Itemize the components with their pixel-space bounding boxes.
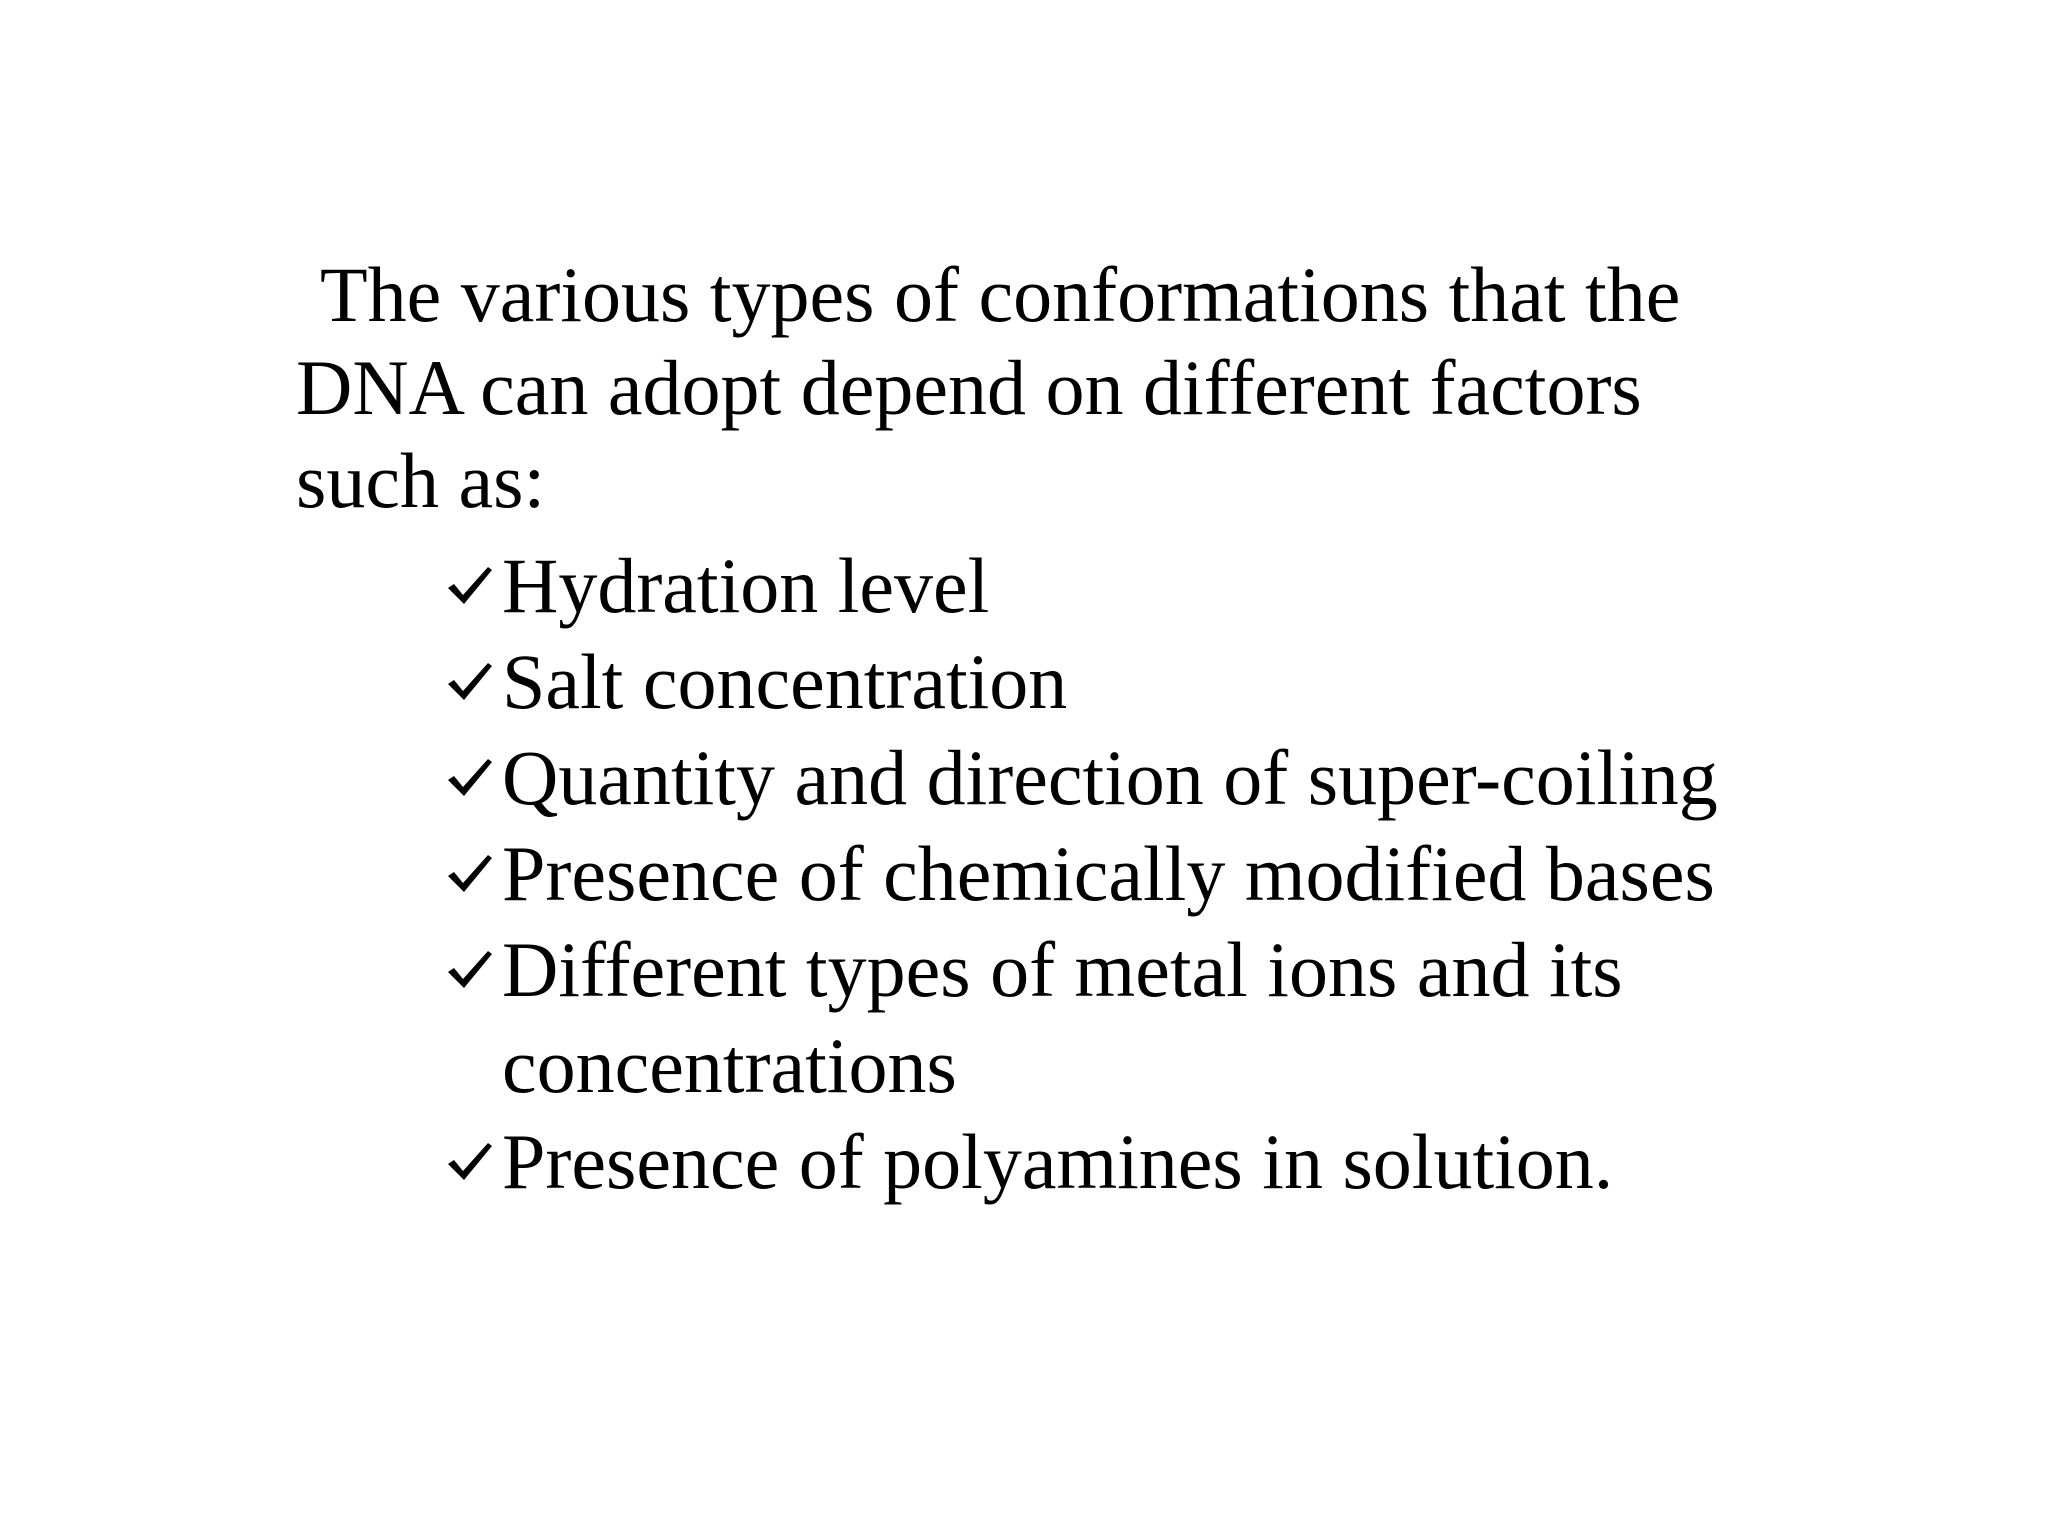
list-item [446, 1114, 1718, 1210]
check-icon [446, 564, 494, 606]
list-item-text: Hydration level [502, 542, 990, 629]
list-item-text: Quantity and direction of super-coiling [502, 734, 1718, 821]
intro-line: DNA can adopt depend on different factors [296, 344, 1642, 431]
check-icon [446, 852, 494, 894]
list-item [446, 826, 1718, 922]
list-item-text: Presence of chemically modified bases [502, 830, 1715, 917]
list-item-text: Different types of metal ions and its [502, 926, 1623, 1013]
factor-list [446, 538, 1718, 1210]
intro-line: such as: [296, 437, 546, 524]
list-item [446, 634, 1718, 730]
list-item-text-continuation: concentrations [502, 1022, 957, 1109]
check-icon [446, 948, 494, 990]
list-item-text: Salt concentration [502, 638, 1068, 725]
list-item [446, 730, 1718, 826]
check-icon [446, 660, 494, 702]
intro-paragraph [296, 248, 1796, 527]
check-icon [446, 756, 494, 798]
intro-line: The various types of conformations that the [320, 251, 1681, 338]
list-item [446, 922, 1718, 1114]
check-icon [446, 1140, 494, 1182]
list-item [446, 538, 1718, 634]
list-item-text: Presence of polyamines in solution. [502, 1118, 1614, 1205]
